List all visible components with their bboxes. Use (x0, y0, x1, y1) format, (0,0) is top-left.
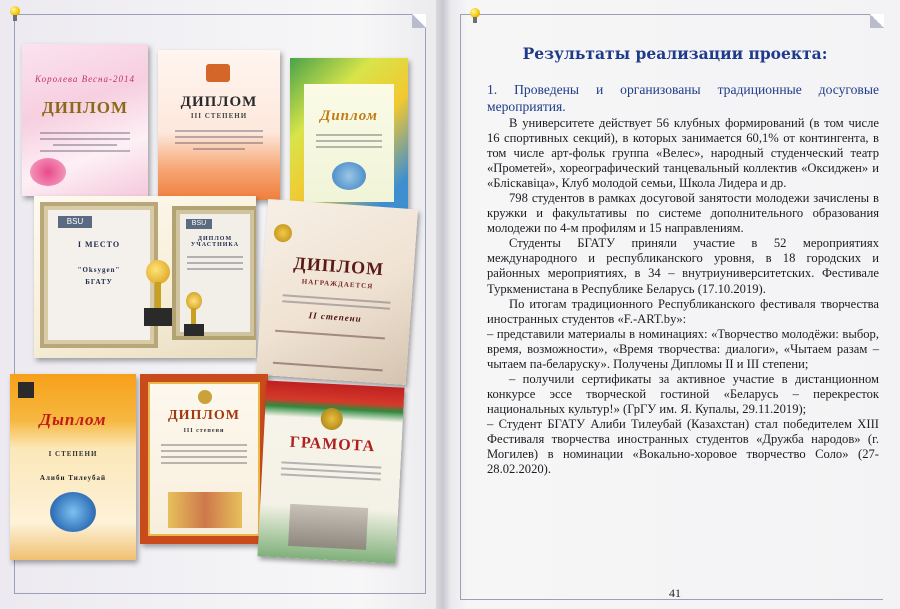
diploma-photo-ornate (140, 374, 268, 544)
body-text (487, 82, 879, 477)
diploma-title: ГРАМОТА (289, 433, 376, 456)
building-photo (288, 504, 368, 550)
trophy-icon (180, 292, 208, 338)
diploma-title: Диплом (320, 108, 378, 124)
diploma-subtitle: I СТЕПЕНИ (48, 450, 98, 458)
diploma-text-lines (187, 252, 243, 274)
folk-ornament (168, 492, 242, 528)
bsu-logo: BSU (186, 219, 212, 229)
diploma-title: ДИПЛОМ (292, 252, 385, 280)
bullet-item: – Студент БГАТУ Алиби Тилеубай (Казахстан) стал победителем XIII Фестиваля творчества иностранных студентов «Дружба народов» (г. Могилев) в номинации «Вокально-хоровое творчество Соло» (27-28.02.2020). (487, 416, 879, 477)
globe-decoration (332, 162, 366, 190)
diploma-degree: II степени (308, 310, 363, 324)
diploma-recipient: Алиби Тилеубай (39, 474, 107, 482)
page-corner-icon (870, 14, 884, 28)
diploma-subtitle: НАГРАЖДАЕТСЯ (301, 277, 374, 291)
music-staff-decoration (273, 330, 385, 372)
diploma-text-lines (175, 126, 263, 154)
diploma-place: I МЕСТО (77, 240, 121, 249)
book-gutter (436, 0, 450, 609)
diploma-title: Дыплом (39, 410, 107, 429)
diploma-subtitle: III степени (183, 428, 225, 434)
diploma-script-text: Королева Весна-2014 (35, 74, 135, 84)
lightbulb-icon (10, 6, 20, 22)
diploma-title: ДИПЛОМ (168, 408, 240, 423)
page-heading: Результаты реализации проекта: (522, 44, 828, 63)
diploma-text-lines (281, 457, 381, 484)
diploma-photo-friendship (10, 374, 136, 560)
right-page (450, 0, 900, 609)
page-corner-icon (412, 14, 426, 28)
paragraph: По итогам традиционного Республиканского фестиваля творчества иностранных студентов «F.-ART.by»: (487, 296, 879, 326)
awards-photo (34, 196, 256, 358)
paragraph: 798 студентов в рамках досуговой занятости молодежи зачислены в кружки и факультативы по системе дополнительного образования молодежи по 4-м профилям и 15 направлениям. (487, 191, 879, 236)
emblem-icon (206, 64, 230, 82)
list-item: 1. Проведены и организованы традиционные досуговые мероприятия. (487, 82, 879, 114)
page-number: 41 (669, 586, 681, 600)
paragraph: В университете действует 56 клубных формирований (в том числе 16 спортивных секций), в которых занимается 60,1% от контингента, в том числе арт-фольк группа «Велес», народный студенческий театр «Прометей», хореографический танцевальный коллектив «Оксиджен» и «Бліскавіца», Клуб молодой семьи, Школа Лидера и др. (487, 116, 879, 191)
diploma-org: БГАТУ (85, 278, 113, 286)
paragraph: Студенты БГАТУ приняли участие в 52 мероприятиях международного и республиканского уровня, в 18 городских и районных мероприятиях, в 34 – внутриуниверситетских. Фестивале Туркменистана в Республике Беларусь (17.10.2019). (487, 236, 879, 296)
diploma-photo-pink (22, 44, 148, 196)
left-page (0, 0, 438, 609)
diploma-photo-green (290, 58, 408, 218)
bsu-logo: BSU (58, 216, 92, 228)
diploma-team-name: "Oksygen" (77, 266, 121, 274)
globe-decoration (50, 492, 96, 532)
diploma-photo-music (256, 199, 418, 385)
diploma-photo-gramota (257, 381, 404, 564)
flower-decoration (30, 158, 66, 186)
diploma-text-lines (316, 130, 382, 152)
trophy-icon (138, 260, 178, 330)
diploma-title: ДИПЛОМ УЧАСТНИКА (190, 236, 240, 248)
medal-icon (273, 223, 292, 242)
bullet-item: – получили сертификаты за активное участие в дистанционном конкурсе эссе творческой гостиной «Беларусь – перекресток национальных культур!» (ГрГУ им. Я. Купалы, 29.11.2019); (487, 371, 879, 416)
lightbulb-icon (470, 8, 480, 24)
diploma-text-lines (161, 440, 247, 468)
diploma-subtitle: III СТЕПЕНИ (190, 112, 248, 120)
emblem-icon (18, 382, 34, 398)
diploma-text-lines (40, 128, 131, 156)
diploma-title: ДИПЛОМ (180, 94, 258, 110)
bullet-item: – представили материалы в номинациях: «Творчество молодёжи: выбор, время, возможности», «Время творчества: диалоги», «Чытаем разам – чытаем па-беларуску». Получены Дипломы II и III степени; (487, 326, 879, 371)
diploma-photo-orange (158, 50, 280, 200)
coat-of-arms-icon (320, 407, 343, 430)
diploma-title: ДИПЛОМ (41, 98, 129, 117)
emblem-icon (198, 390, 212, 404)
